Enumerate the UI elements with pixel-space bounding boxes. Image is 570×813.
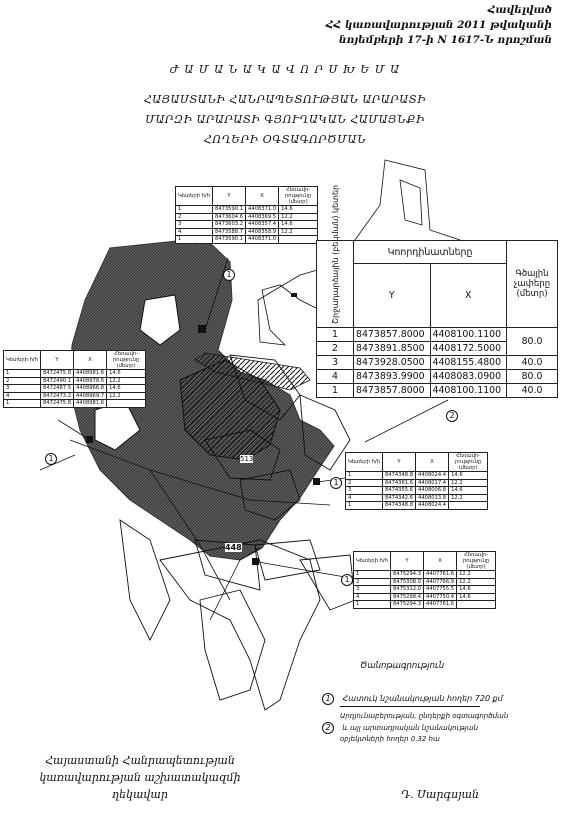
map-marker-1-left: 1 bbox=[45, 446, 57, 465]
coord-table-main bbox=[316, 184, 558, 398]
table-row: 1 8473857.8000 4408100.1100 80.0 bbox=[317, 328, 558, 342]
col-header-points: Շրջադարձային (բեկման) կետեր bbox=[317, 241, 354, 328]
table-row: 4 8472473.2 4408969.7 12.2 bbox=[4, 392, 146, 400]
col-header: Հեռավո-րությունը (մետր) bbox=[107, 351, 146, 370]
scheme-subtitle-1: ՀԱՅԱՍՏԱՆԻ ՀԱՆՐԱՊԵՏՈՒԹՅԱՆ ԱՐԱՐԱՏԻ bbox=[143, 93, 427, 106]
annex-line-3: նոյեմբերի 17-ի N 1617-Ն որոշման bbox=[339, 34, 552, 46]
parcel-label-513: 513 bbox=[240, 455, 254, 463]
scheme-title: Ժ Ա Մ Ա Ն Ա Կ Ա Վ Ո Ր Ս Խ Ե Մ Ա bbox=[169, 63, 401, 76]
table-row: 3 8475312.0 4407755.5 14.6 bbox=[354, 586, 496, 594]
map-marker-1-top: 1 bbox=[223, 262, 235, 281]
table-row: 3 8473603.2 4408357.4 14.6 bbox=[176, 221, 318, 229]
col-header: Կետերի հ/հ bbox=[354, 552, 391, 571]
table-row: 1 8474348.8 4408024.4 bbox=[346, 502, 488, 510]
table-row: 1 8475294.3 4407761.6 12.2 bbox=[354, 571, 496, 579]
legend-item-1-text: Հատուկ նշանակության հողեր 720 քմ bbox=[342, 694, 503, 703]
col-header: Հեռավո-րությունը (մետր) bbox=[449, 453, 488, 472]
map-marker-2: 2 bbox=[446, 403, 458, 422]
coord-table-right-2 bbox=[353, 551, 496, 609]
signatory-line-2: կառավարության աշխատակազմի bbox=[39, 771, 241, 784]
col-header: X bbox=[246, 187, 279, 206]
col-header: X bbox=[416, 453, 449, 472]
table-row: 2 8472490.1 4408978.6 12.2 bbox=[4, 377, 146, 385]
table-row: 1 8473590.1 4408371.0 14.6 bbox=[176, 206, 318, 214]
col-header: Y bbox=[382, 453, 415, 472]
table-row: 2 8475308.0 4407766.9 12.2 bbox=[354, 578, 496, 586]
signatory-line-1: Հայաստանի Հանրապետության bbox=[45, 754, 235, 767]
legend-marker-2: 2 bbox=[322, 722, 334, 734]
segment-length-4: 40.0 bbox=[507, 384, 558, 398]
legend-title: Ծանոթագրություն bbox=[360, 661, 445, 671]
table-row: 1 8474348.8 4408024.4 14.6 bbox=[346, 472, 488, 480]
segment-length-1: 80.0 bbox=[507, 328, 558, 356]
signatory-name: Դ. Սարգսյան bbox=[401, 788, 479, 801]
legend-marker-1: 1 bbox=[322, 693, 334, 705]
table-row: 4 8473588.7 4408358.9 12.2 bbox=[176, 228, 318, 236]
segment-length-3: 80.0 bbox=[507, 370, 558, 384]
coord-table-right-1 bbox=[345, 452, 488, 510]
table-row: 4 8474342.6 4408013.8 12.2 bbox=[346, 494, 488, 502]
table-row: 4 8473893.9900 4408083.0900 80.0 bbox=[317, 370, 558, 384]
col-header-coordinates: Կոորդինատները bbox=[354, 241, 507, 264]
table-row: 2 8473891.8500 4408172.5000 bbox=[317, 342, 558, 356]
legend-item-2-line2: և այլ արտադրական նշանակության bbox=[342, 724, 479, 732]
map-marker-1-right2: 1 bbox=[341, 567, 353, 586]
plot-marker-left bbox=[86, 436, 93, 443]
table-row: 2 8474361.6 4408017.4 12.2 bbox=[346, 479, 488, 487]
signatory-position bbox=[20, 752, 260, 803]
coord-table-top bbox=[175, 186, 318, 244]
segment-length-2: 40.0 bbox=[507, 356, 558, 370]
legend-item-2-line3: օբյեկտների հողեր 0.32 հա bbox=[340, 735, 440, 743]
col-header-length: Գծային չափերը (մետր) bbox=[507, 241, 558, 328]
table-row: 3 8474355.6 4408006.8 14.6 bbox=[346, 487, 488, 495]
table-row: 4 8475298.4 4407750.4 14.6 bbox=[354, 593, 496, 601]
annex-line-1: Հավելված bbox=[487, 4, 552, 16]
table-row: 1 8475294.3 4407761.6 bbox=[354, 601, 496, 609]
table-row: 2 8473604.6 4408369.5 12.2 bbox=[176, 213, 318, 221]
table-row: 3 8472487.5 4408966.8 14.6 bbox=[4, 385, 146, 393]
col-header: Y bbox=[212, 187, 245, 206]
col-header: Հեռավո-րությունը (մետր) bbox=[457, 552, 496, 571]
annex-line-2: ՀՀ կառավարության 2011 թվականի bbox=[325, 19, 552, 31]
legend-underline bbox=[340, 706, 480, 707]
parcel-label-448: 448 bbox=[225, 543, 242, 552]
legend-item-1 bbox=[322, 693, 503, 705]
table-row: 3 8473928.0500 4408155.4800 40.0 bbox=[317, 356, 558, 370]
col-header: Կետերի հ/հ bbox=[346, 453, 383, 472]
col-header: X bbox=[424, 552, 457, 571]
signatory-line-3: ղեկավար bbox=[112, 788, 168, 801]
coord-table-left bbox=[3, 350, 146, 408]
industrial-plot bbox=[291, 293, 297, 297]
scheme-subtitle-2: ՄԱՐԶԻ ԱՐԱՐԱՏԻ ԳՅՈՒՂԱԿԱՆ ՀԱՄԱՅՆՔԻ bbox=[145, 113, 425, 126]
col-header: X bbox=[74, 351, 107, 370]
col-header: Հեռավո-րությունը (մետր) bbox=[279, 187, 318, 206]
col-header-y: Y bbox=[354, 264, 431, 328]
col-header: Կետերի հ/հ bbox=[176, 187, 213, 206]
plot-marker-right2 bbox=[252, 558, 259, 565]
map-marker-1-right1: 1 bbox=[330, 470, 342, 489]
scheme-subtitle-3: ՀՈՂԵՐԻ ՕԳՏԱԳՈՐԾՄԱՆ bbox=[203, 133, 367, 146]
col-header: Y bbox=[390, 552, 423, 571]
legend-item-2-line1: Արդյունաբերության, ընդերքի օգտագործման bbox=[340, 712, 509, 720]
plot-marker-right1 bbox=[313, 478, 320, 485]
legend-item-2 bbox=[322, 711, 508, 745]
col-header-x: X bbox=[430, 264, 507, 328]
table-row: 1 8472475.8 4408981.6 14.6 bbox=[4, 370, 146, 378]
plot-marker-top bbox=[198, 325, 206, 333]
table-row: 1 8473857.8000 4408100.1100 40.0 bbox=[317, 384, 558, 398]
table-row: 1 8473590.1 4408371.0 bbox=[176, 236, 318, 244]
col-header: Կետերի հ/հ bbox=[4, 351, 41, 370]
col-header: Y bbox=[40, 351, 73, 370]
table-row: 1 8472475.8 4408981.6 bbox=[4, 400, 146, 408]
